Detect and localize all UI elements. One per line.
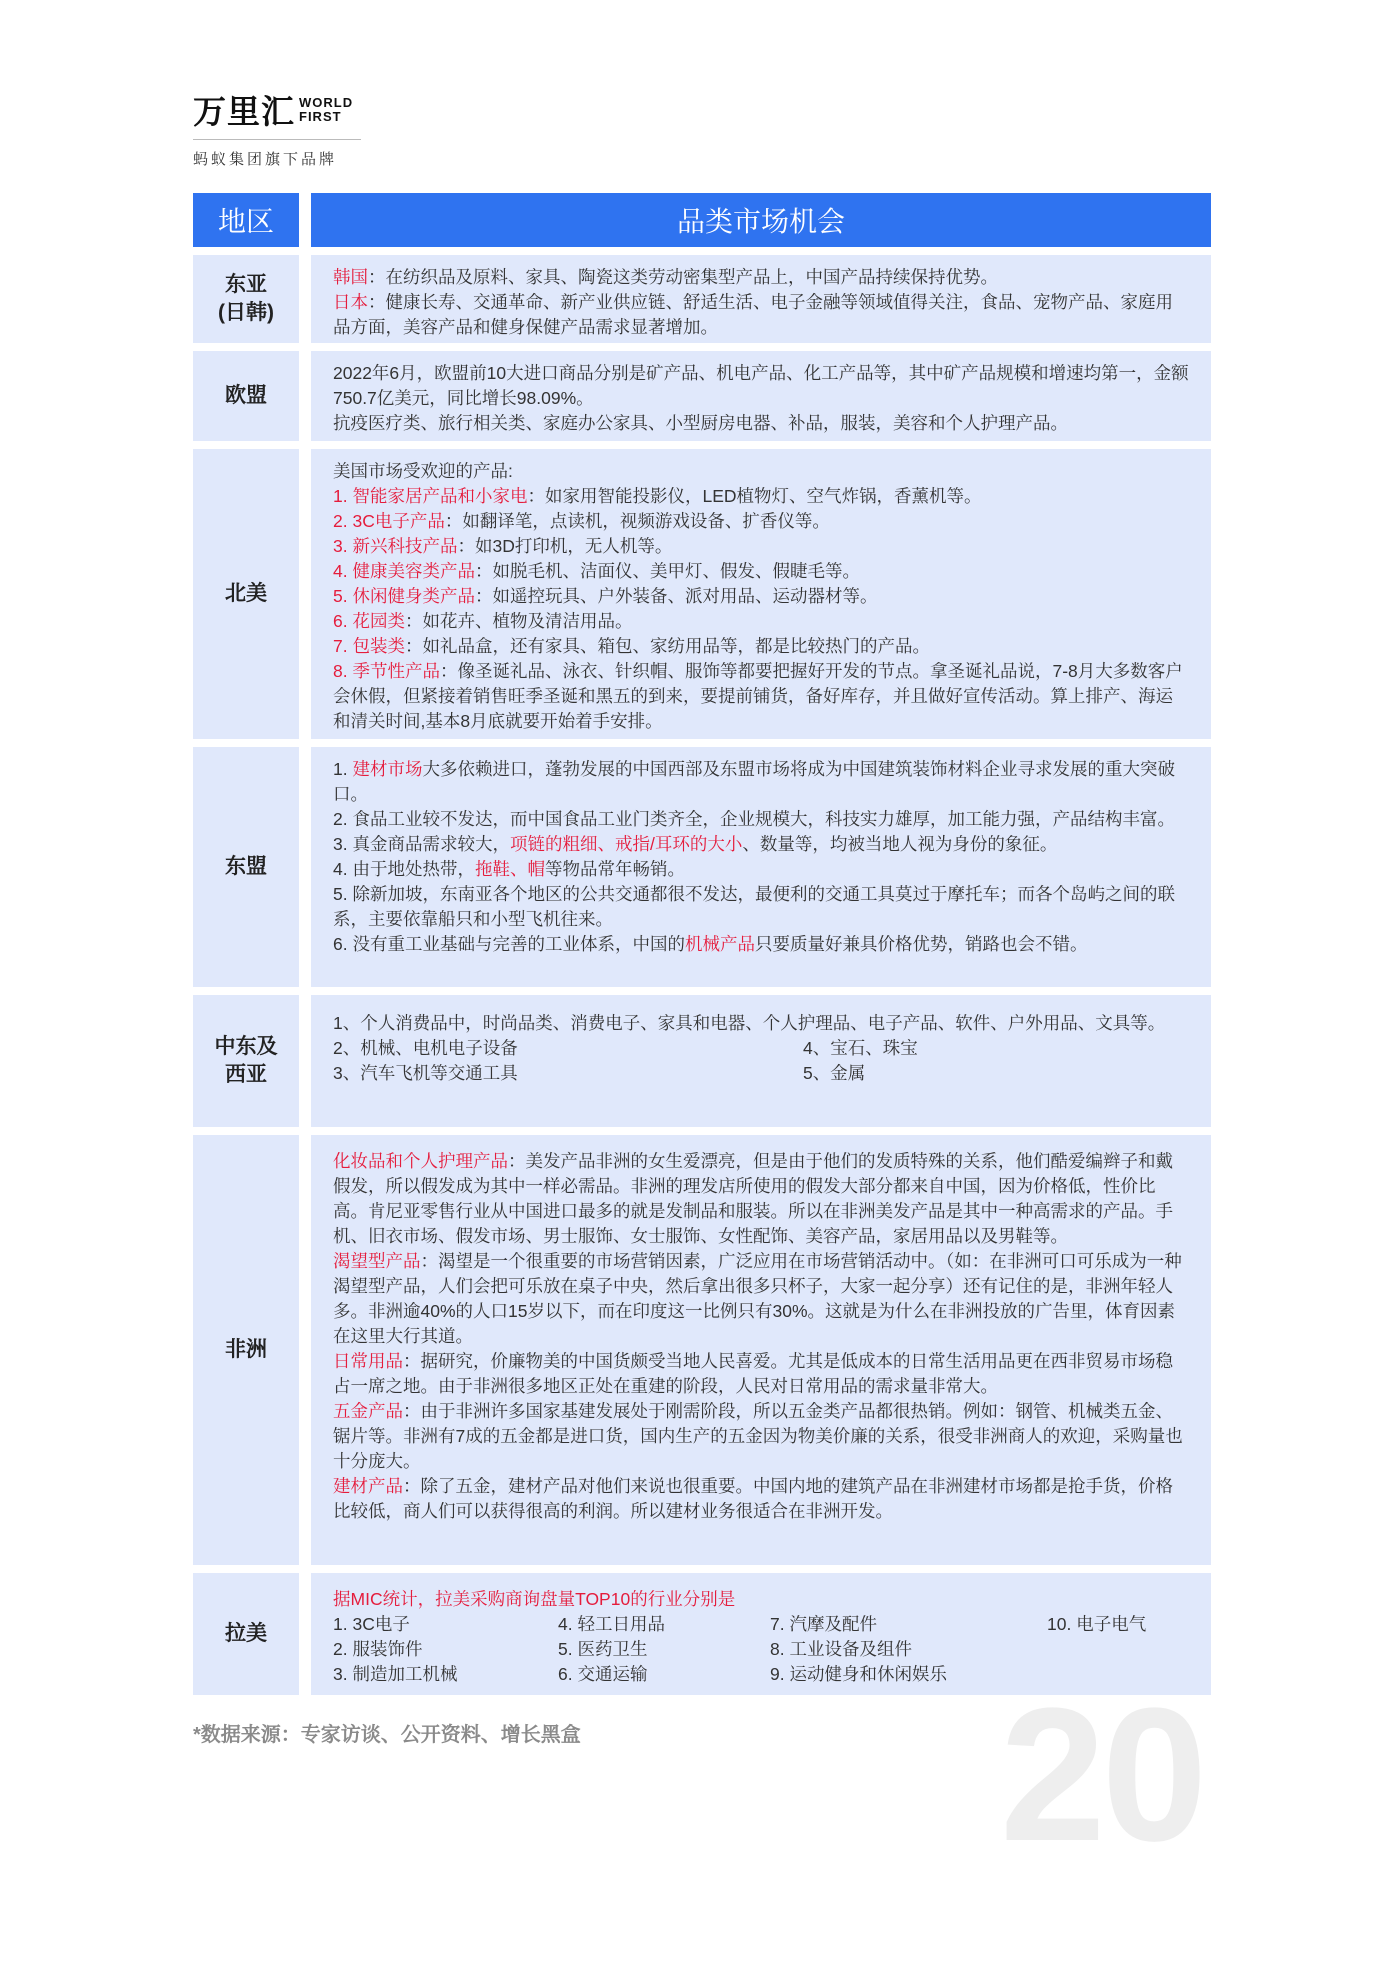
- region-east-asia: 东亚 (日韩): [193, 255, 299, 343]
- region-africa: 非洲: [193, 1135, 299, 1565]
- text-line: 抗疫医疗类、旅行相关类、家庭办公家具、小型厨房电器、补品，服装，美容和个人护理产品。: [333, 413, 1068, 433]
- text-line: [333, 265, 1189, 290]
- item-label: 化妆品和个人护理产品: [333, 1151, 508, 1171]
- item-text: ：除了五金，建材产品对他们来说也很重要。中国内地的建筑产品在非洲建材市场都是抢手货，价格比较低，商人们可以获得很高的利润。所以建材业务很适合在非洲开发。: [333, 1476, 1173, 1521]
- row-eu: [193, 351, 1211, 441]
- list-item: [333, 634, 1189, 659]
- item-label: 5. 休闲健身类产品: [333, 586, 475, 606]
- content-east-asia: [311, 255, 1211, 343]
- item-text: ：如3D打印机，无人机等。: [457, 536, 673, 556]
- region-latam: 拉美: [193, 1573, 299, 1695]
- text-korea: ：在纺织品及原料、家具、陶瓷这类劳动密集型产品上，中国产品持续保持优势。: [368, 267, 998, 287]
- text-part: 大多依赖进口，蓬勃发展的中国西部及东盟市场将成为中国建筑装饰材料企业寻求发展的重大突破口。: [333, 759, 1175, 804]
- item-text: ：像圣诞礼品、泳衣、针织帽、服饰等都要把握好开发的节点。拿圣诞礼品说，7-8月大多数客户会休假，但紧接着销售旺季圣诞和黑五的到来，要提前铺货，备好库存，并且做好宣传活动。算上排产、海运和清关时间,基本8月底就要开始着手安排。: [333, 661, 1183, 731]
- grid-item: 8. 工业设备及组件: [770, 1639, 912, 1659]
- logo-subtitle: 蚂蚁集团旗下品牌: [193, 151, 338, 168]
- text-part: 只要质量好兼具价格优势，销路也会不错。: [754, 934, 1088, 954]
- brand-logo: [193, 86, 363, 169]
- item-label: 1. 智能家居产品和小家电: [333, 486, 528, 506]
- grid-item: 1. 3C电子: [333, 1614, 410, 1634]
- item-text: ：据研究，价廉物美的中国货颇受当地人民喜爱。尤其是低成本的日常生活用品更在西非贸易市场稳占一席之地。由于非洲很多地区正处在重建的阶段，人民对日常用品的需求量非常大。: [333, 1351, 1173, 1396]
- list-item: [333, 584, 1189, 609]
- list-item: [333, 484, 1189, 509]
- item-text: ：渴望是一个很重要的市场营销因素，广泛应用在市场营销活动中。（如：在非洲可口可乐成为一种渴望型产品，人们会把可乐放在桌子中央，然后拿出很多只杯子，大家一起分享）还有记住的是，非洲年轻人多。非洲逾40%的人口15岁以下，而在印度这一比例只有30%。这就是为什么在非洲投放的广告里，体育因素在这里大行其道。: [333, 1251, 1182, 1346]
- item-label: 4. 健康美容类产品: [333, 561, 475, 581]
- list-item: [333, 757, 1189, 807]
- content-north-america: [311, 449, 1211, 739]
- text-part: 3. 真金商品需求较大，: [333, 834, 510, 854]
- item-text: ：如礼品盒，还有家具、箱包、家纺用品等，都是比较热门的产品。: [404, 636, 930, 656]
- item-text: ：由于非洲许多国家基建发展处于刚需阶段，所以五金类产品都很热销。例如：钢管、机械类五金、锯片等。非洲有7成的五金都是进口货，国内生产的五金因为物美价廉的关系，很受非洲商人的欢迎，采购量也十分庞大。: [333, 1401, 1183, 1471]
- text-highlight: 机械产品: [684, 934, 755, 954]
- text-highlight: 建材市场: [352, 759, 423, 779]
- header-region: 地区: [193, 193, 299, 247]
- region-eu: 欧盟: [193, 351, 299, 441]
- item-text: ：如脱毛机、洁面仪、美甲灯、假发、假睫毛等。: [474, 561, 860, 581]
- text-part: 、数量等，均被当地人视为身份的象征。: [742, 834, 1058, 854]
- list-item: [333, 534, 1189, 559]
- table-header: [193, 193, 1211, 247]
- item-text: ：如遥控玩具、户外装备、派对用品、运动器材等。: [474, 586, 878, 606]
- item-text: ：如花卉、植物及清洁用品。: [404, 611, 633, 631]
- header-category: 品类市场机会: [311, 193, 1211, 247]
- text-line: 2022年6月，欧盟前10大进口商品分别是矿产品、机电产品、化工产品等，其中矿产品规模和增速均第一，金额750.7亿美元，同比增长98.09%。: [333, 363, 1189, 408]
- grid-item: 3、汽车飞机等交通工具: [333, 1063, 518, 1083]
- item-label: 建材产品: [333, 1476, 403, 1496]
- list-item: [333, 857, 1189, 882]
- row-east-asia: [193, 255, 1211, 343]
- item-label: 日常用品: [333, 1351, 403, 1371]
- label-japan: 日本: [333, 292, 368, 312]
- content-asean: [311, 747, 1211, 987]
- logo-en-2: FIRST: [299, 108, 342, 124]
- list-item: [333, 1349, 1189, 1399]
- item-text: ：如翻译笔，点读机，视频游戏设备、扩香仪等。: [444, 511, 830, 531]
- list-item: 1、个人消费品中，时尚品类、消费电子、家具和电器、个人护理品、电子产品、软件、户外用品、文具等。: [333, 1013, 1166, 1033]
- row-africa: [193, 1135, 1211, 1565]
- list-item: 2. 食品工业较不发达，而中国食品工业门类齐全，企业规模大，科技实力雄厚，加工能力强，产品结构丰富。: [333, 809, 1175, 829]
- list-item: [333, 559, 1189, 584]
- content-middle-east: [311, 995, 1211, 1127]
- row-asean: [193, 747, 1211, 987]
- list-item: [333, 509, 1189, 534]
- latam-title: 据MIC统计，拉美采购商询盘量TOP10的行业分别是: [333, 1589, 736, 1609]
- content-africa: [311, 1135, 1211, 1565]
- item-label: 7. 包装类: [333, 636, 405, 656]
- item-label: 8. 季节性产品: [333, 661, 440, 681]
- region-middle-east: 中东及 西亚: [193, 995, 299, 1127]
- grid-item: 5. 医药卫生: [558, 1639, 648, 1659]
- item-label: 渴望型产品: [333, 1251, 421, 1271]
- text-highlight: 拖鞋、帽: [474, 859, 545, 879]
- list-item: [333, 659, 1189, 734]
- item-label: 2. 3C电子产品: [333, 511, 445, 531]
- region-north-america: 北美: [193, 449, 299, 739]
- grid-item: 9. 运动健身和休闲娱乐: [770, 1664, 947, 1684]
- label-korea: 韩国: [333, 267, 368, 287]
- list-item: [333, 932, 1189, 957]
- logo-divider: [193, 139, 361, 140]
- list-item: [333, 1474, 1189, 1524]
- data-source-note: *数据来源：专家访谈、公开资料、增长黑盒: [193, 1724, 581, 1746]
- content-eu: [311, 351, 1211, 441]
- list-item: [333, 1249, 1189, 1349]
- row-north-america: [193, 449, 1211, 739]
- grid-item: 10. 电子电气: [1047, 1614, 1147, 1634]
- market-table: [193, 193, 1211, 1703]
- text-japan: ：健康长寿、交通革命、新产业供应链、舒适生活、电子金融等领域值得关注，食品、宠物产品、家庭用品方面，美容产品和健身保健产品需求显著增加。: [333, 292, 1173, 337]
- intro-line: 美国市场受欢迎的产品:: [333, 461, 513, 481]
- grid-item: 4. 轻工日用品: [558, 1614, 665, 1634]
- logo-en: [299, 96, 353, 124]
- text-part: 等物品常年畅销。: [544, 859, 685, 879]
- list-item: [333, 832, 1189, 857]
- grid-item: 2. 服装饰件: [333, 1639, 423, 1659]
- text-part: 4. 由于地处热带，: [333, 859, 475, 879]
- region-asean: 东盟: [193, 747, 299, 987]
- page-number: 20: [1000, 1669, 1204, 1881]
- logo-cn: 万里汇: [193, 93, 295, 130]
- grid-item: 6. 交通运输: [558, 1664, 648, 1684]
- text-part: 1.: [333, 759, 353, 779]
- grid-item: 3. 制造加工机械: [333, 1664, 458, 1684]
- grid-item: 2、机械、电机电子设备: [333, 1038, 518, 1058]
- item-text: ：美发产品非洲的女生爱漂亮，但是由于他们的发质特殊的关系，他们酷爱编辫子和戴假发，所以假发成为其中一样必需品。非洲的理发店所使用的假发大部分都来自中国，因为价格低，性价比高。肯尼亚零售行业从中国进口最多的就是发制品和服装。所以在非洲美发产品是其中一种高需求的产品。手机、旧衣市场、假发市场、男士服饰、女士服饰、女性配饰、美容产品，家居用品以及男鞋等。: [333, 1151, 1173, 1246]
- list-item: [333, 609, 1189, 634]
- row-middle-east: [193, 995, 1211, 1127]
- list-item: [333, 1399, 1189, 1474]
- list-item: 5. 除新加坡，东南亚各个地区的公共交通都很不发达，最便利的交通工具莫过于摩托车；而各个岛屿之间的联系，主要依靠船只和小型飞机往来。: [333, 884, 1175, 929]
- grid-item: [1047, 1637, 1189, 1662]
- logo-en-1: WORLD: [299, 94, 354, 110]
- grid-item: 7. 汽摩及配件: [770, 1614, 877, 1634]
- middle-east-grid: [333, 1036, 1189, 1086]
- list-item: [333, 1149, 1189, 1249]
- item-text: ：如家用智能投影仪，LED植物灯、空气炸锅，香薰机等。: [527, 486, 982, 506]
- grid-item: 5、金属: [803, 1063, 866, 1083]
- item-label: 6. 花园类: [333, 611, 405, 631]
- item-label: 五金产品: [333, 1401, 403, 1421]
- text-line: [333, 290, 1189, 340]
- grid-item: 4、宝石、珠宝: [803, 1038, 918, 1058]
- text-highlight: 项链的粗细、戒指/耳环的大小: [509, 834, 743, 854]
- item-label: 3. 新兴科技产品: [333, 536, 458, 556]
- text-part: 6. 没有重工业基础与完善的工业体系，中国的: [333, 934, 685, 954]
